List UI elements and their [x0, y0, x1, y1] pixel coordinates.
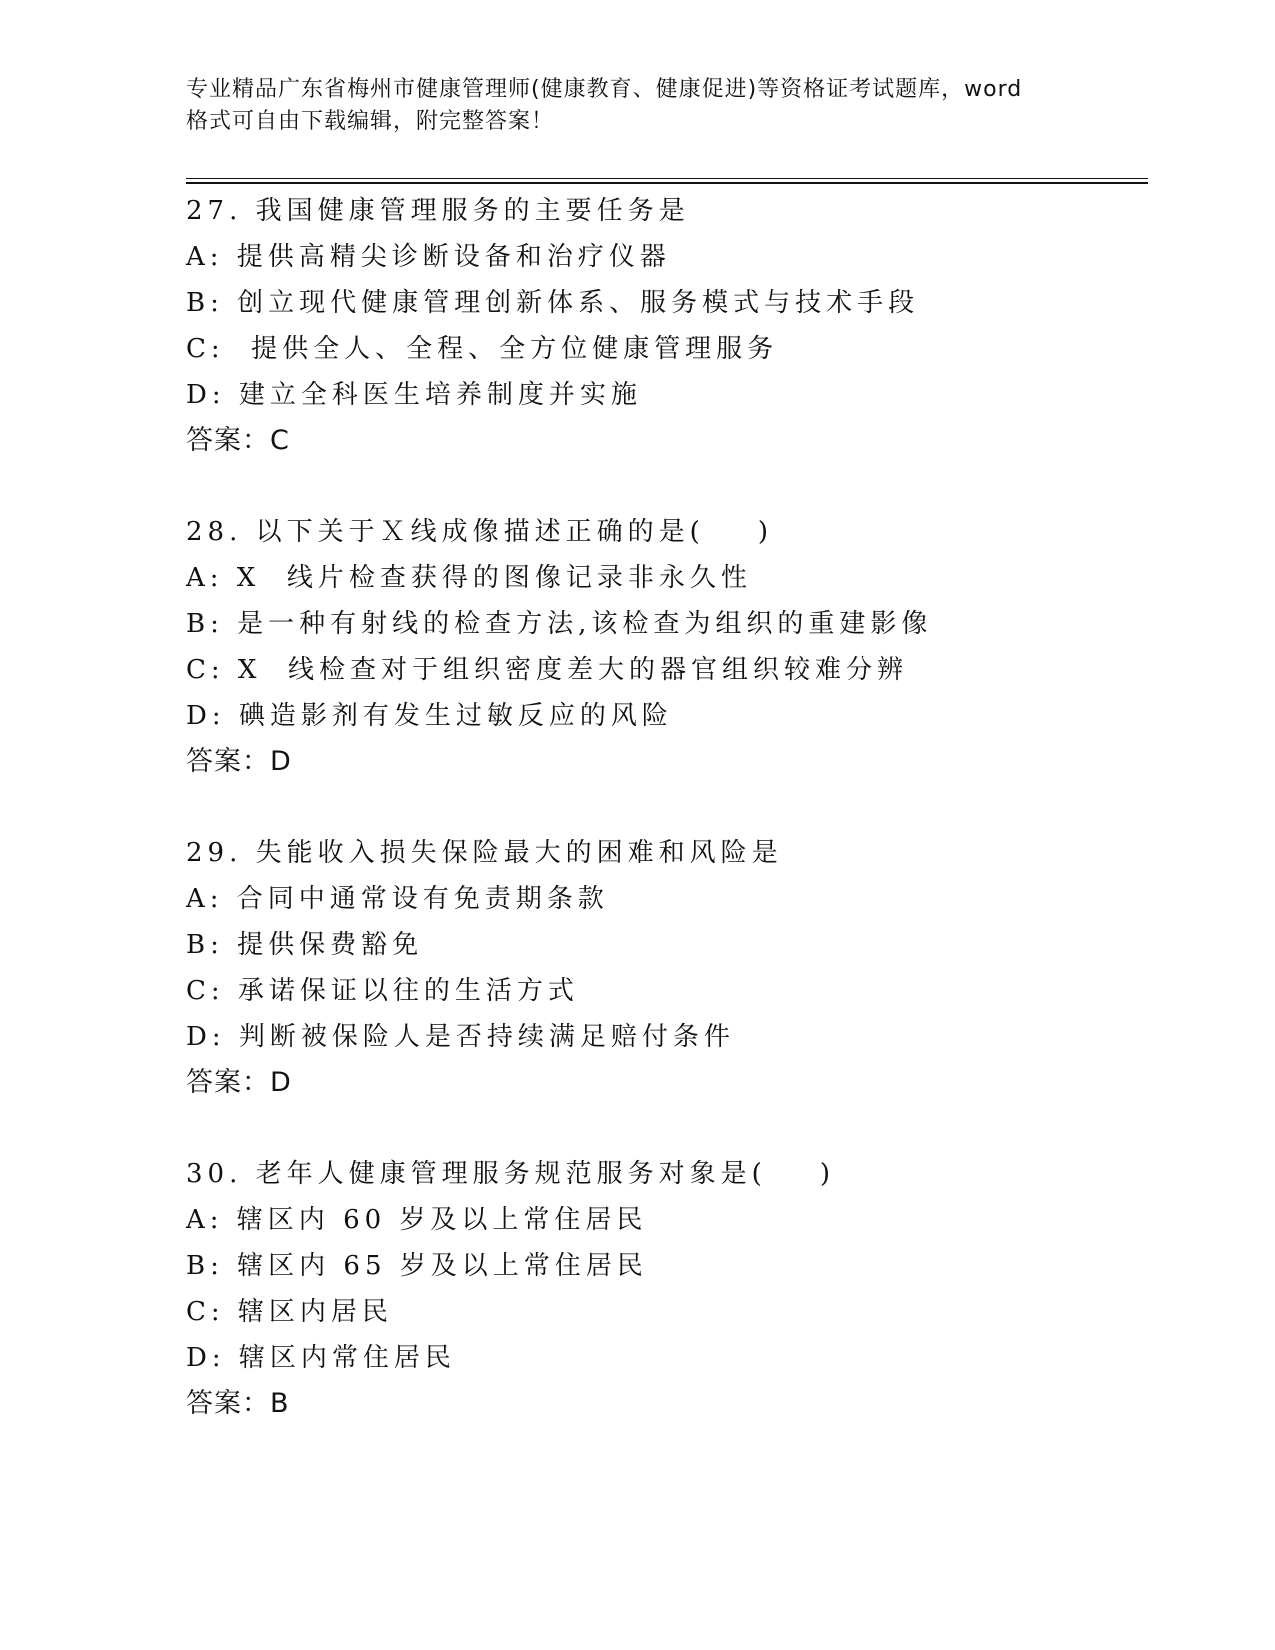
option-c: C: 提供全人、全程、全方位健康管理服务 [186, 334, 779, 364]
question-stem: 27. 我国健康管理服务的主要任务是 [186, 196, 690, 226]
option-c: C: 辖区内居民 [186, 1297, 393, 1327]
option-a: A: 辖区内 60 岁及以上常住居民 [186, 1205, 648, 1235]
option-a: A: X 线片检查获得的图像记录非永久性 [186, 563, 752, 593]
question-28 [186, 509, 1146, 785]
option-c: C: 承诺保证以往的生活方式 [186, 976, 579, 1006]
question-30 [186, 1151, 1146, 1427]
option-a: A: 合同中通常设有免责期条款 [186, 884, 609, 914]
option-b: B: 创立现代健康管理创新体系、服务模式与技术手段 [186, 288, 920, 318]
question-stem: 28. 以下关于Ｘ线成像描述正确的是( ) [186, 517, 773, 547]
header-line-1: 专业精品广东省梅州市健康管理师(健康教育、健康促进)等资格证考试题库，word [186, 77, 1023, 102]
header-divider-thin [186, 178, 1148, 179]
question-stem: 30. 老年人健康管理服务规范服务对象是( ) [186, 1159, 835, 1189]
option-b: B: 是一种有射线的检查方法,该检查为组织的重建影像 [186, 609, 933, 639]
answer-line: 答案：D [186, 1067, 292, 1098]
option-d: D: 判断被保险人是否持续满足赔付条件 [186, 1022, 735, 1052]
answer-line: 答案：C [186, 425, 290, 456]
question-27 [186, 188, 1146, 464]
option-d: D: 辖区内常住居民 [186, 1343, 456, 1373]
header-divider-thick [186, 182, 1148, 184]
option-d: D: 建立全科医生培养制度并实施 [186, 380, 642, 410]
document-header [186, 74, 1086, 138]
option-d: D: 碘造影剂有发生过敏反应的风险 [186, 701, 673, 731]
question-29 [186, 830, 1146, 1106]
option-b: B: 提供保费豁免 [186, 930, 424, 960]
question-stem: 29. 失能收入损失保险最大的困难和风险是 [186, 838, 783, 868]
answer-line: 答案：B [186, 1388, 290, 1419]
option-c: C: X 线检查对于组织密度差大的器官组织较难分辨 [186, 655, 908, 685]
answer-line: 答案：D [186, 746, 292, 777]
option-a: A: 提供高精尖诊断设备和治疗仪器 [186, 242, 671, 272]
header-line-2: 格式可自由下载编辑，附完整答案！ [186, 109, 555, 134]
option-b: B: 辖区内 65 岁及以上常住居民 [186, 1251, 648, 1281]
